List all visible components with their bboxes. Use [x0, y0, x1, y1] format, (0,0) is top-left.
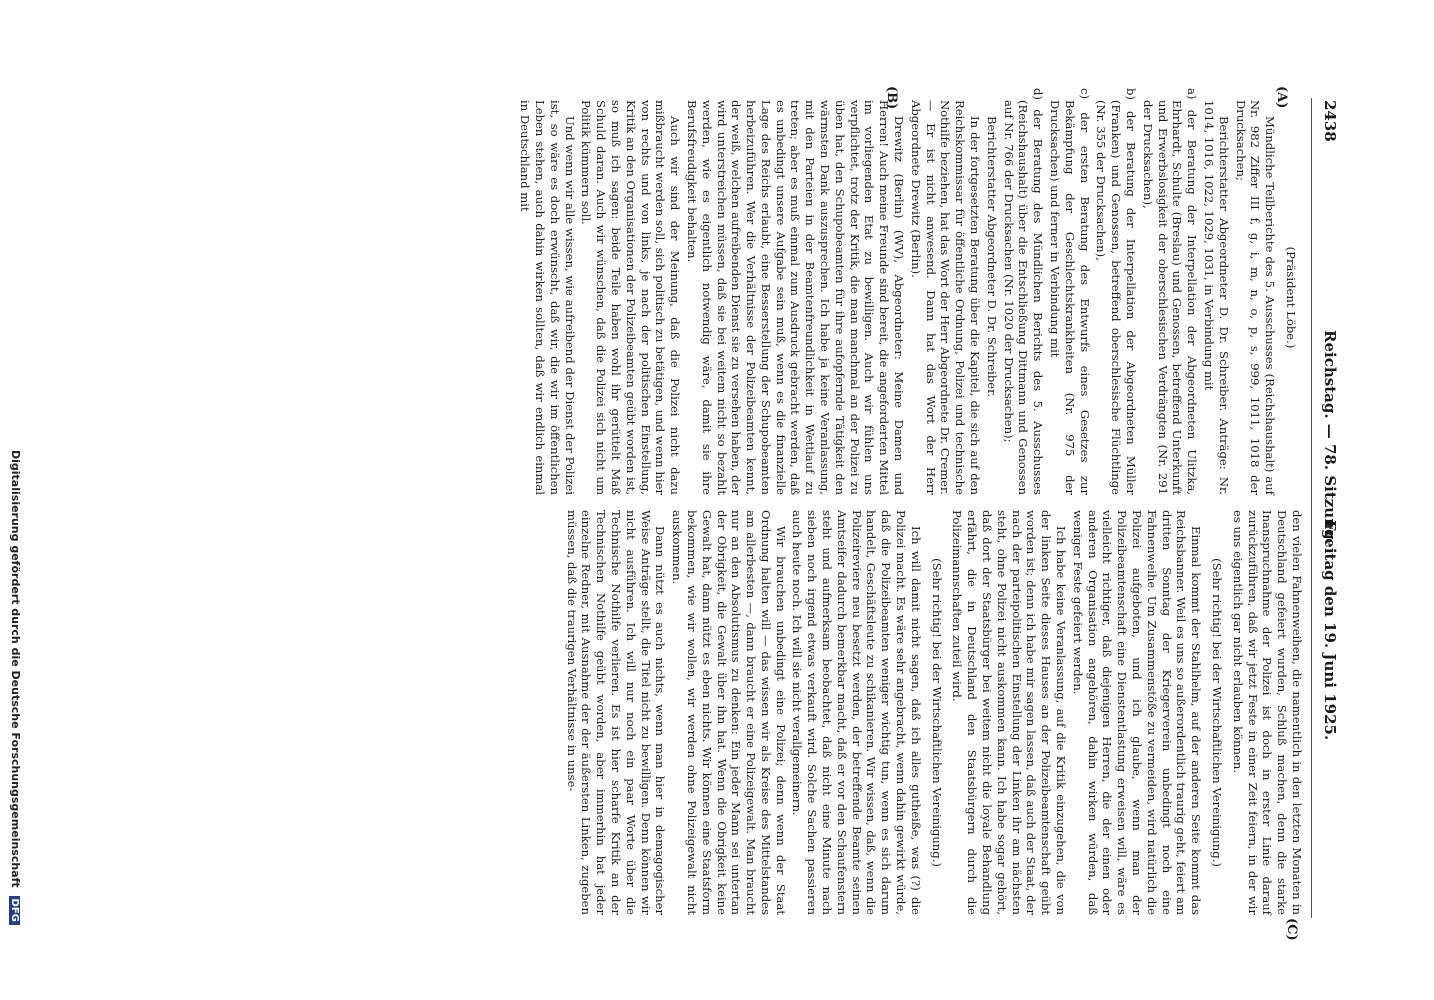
interjection: (Sehr richtig! bei der Wirtschaftlichen Vereinigung.)	[929, 558, 944, 867]
right-column	[562, 510, 1304, 915]
dfg-logo: DFG	[9, 896, 20, 925]
page-header	[1313, 100, 1339, 920]
margin-mark-a: (A)	[1274, 86, 1289, 109]
footer-text: Digitalisierung gefördert durch die Deutsche Forschungsgemeinschaft	[9, 450, 22, 888]
page-number: 2438	[1321, 100, 1339, 142]
speech-paragraph: Ich habe keine Veranlassung, auf die Kritik einzugehen, die von der linken Seite dieses Hauses an der Polizeibeamtenschaft geübt worden ist; denn ich habe mir sagen lassen, daß auch der Staat, der nach der parteipolitischen Einstellung der Linken ihr am nächsten steht, ohne Polizei nicht auskommen kann. Ich habe sogar gehört, daß dort der Staatsbürger bei weitem nicht die loyale Behandlung erfährt, die in Deutschland den Staatsbürgern durch die Polizeimannschaften zuteil wird.	[950, 510, 1069, 915]
agenda-item-d: d) der Beratung des Mündlichen Berichts des 5. Ausschusses (Reichshaushalt) über die Entschließung Dittmann und Genossen auf Nr. 766 der Drucksachen (Nr. 1020 der Drucksachen);	[1001, 88, 1046, 495]
paragraph: Berichterstatter Abgeordneter D. Dr. Schreiber. Anträge: Nr. 1014, 1016, 1022, 1029, 1031, in Verbindung mit	[1202, 100, 1231, 495]
left-column	[515, 88, 1304, 495]
speech-paragraph: den vielen Fahnenweihen, die namentlich in den letzten Monaten in Deutschland gefeiert wurden, Schluß machen, denn die starke Inanspruchnahme der Polizei ist doch in erster Linie darauf zurückzuführen, daß wir jetzt Feste in einer Zeit feiern, in der wir es uns eigentlich gar nicht erlauben können.	[1230, 510, 1304, 915]
digitization-footer	[9, 450, 22, 1000]
paragraph: Mündliche Teilberichte des 5. Ausschusses (Reichshaushalt) auf Nr. 982 Ziffer III f, g, i, m, n, o, p, s, 999, 1011, 1018 der Drucksachen;	[1233, 100, 1278, 495]
speech-paragraph: Ich will damit nicht sagen, daß ich alles gutheiße, was (?) die Polizei macht. Es wäre sehr angebracht, wenn dahin gewirkt würde, daß die Polizeibeamten weniger wichtig tun, wenn es sich darum handelt, Geschäftsleute zu schikanieren. Wir wissen, daß, wenn die Polizeireviere neu besetzt werden, der betreffende Beamte seinen Amtseifer dadurch bemerkbar macht, daß er vor den Schaufenstern steht und aufmerksam beobachtet, daß nicht eine Minute nach sieben noch irgend etwas verkauft wird. Solche Sachen passieren auch heute noch. Ich will sie nicht verallgemeinern.	[790, 510, 923, 915]
speech-paragraph: Drewitz (Berlin) (WV), Abgeordneter: Meine Damen und Herren! Auch meine Freunde sind bereit, die angeforderten Mittel im vorliegenden Etat zu bewilligen. Auch wir fühlen uns verpflichtet, trotz der Kritik, die man manchmal an der Polizei zu üben hat, den Schupobeamten für ihre aufopfernde Tätigkeit den wärmsten Dank auszusprechen. Ich habe ja keine Veranlassung, mit den Parteien in der Beamtenfreundlichkeit in Wettlauf zu treten; aber es muß einmal zum Ausdruck gebracht werden, daß es unbedingt unsere Aufgabe sein muß, wenn es die finanzielle Lage des Reichs erlaubt, eine Besserstellung der Schupobeamten herbeizuführen. Wer die Verhältnisse der Polizeibeamten kennt, der weiß, welchen aufreibenden Dienst sie zu versehen haben, der wird unterstreichen müssen, daß sie bei weitem nicht so bezahlt werden, wie es eigentlich notwendig wäre, damit sie ihre Berufsfreudigkeit behalten.	[684, 100, 907, 495]
margin-mark-c: (C)	[1284, 918, 1299, 941]
speech-paragraph: Wir brauchen unbedingt eine Polizei; denn wenn der Staat Ordnung halten will — das wissen wir als Kreise des Mittelstandes am allerbesten —, dann braucht er eine Polizeigewalt. Man braucht nur an den Absolutismus zu denken: Ein jeder Mann sei untertan der Obrigkeit, die Gewalt über ihn hat. Wenn die Obrigkeit keine Gewalt hat, dann nützt es eben nichts. Wir können eine Staatsform bekommen, wie wir wollen, wir werden ohne Polizeigewalt nicht auskommen.	[670, 510, 788, 915]
speaker-header: (Präsident Löbe.)	[1284, 246, 1298, 349]
speech-paragraph: Und wenn wir alle wissen, wie aufreibend der Dienst der Polizei ist, so wäre es doch erwünscht, daß wir, die wir im öffentlichen Leben stehen, auch dahin wirken sollten, daß wir endlich einmal in Deutschland mit	[518, 100, 577, 495]
speech-paragraph: Auch wir sind der Meinung, daß die Polizei nicht dazu mißbraucht werden soll, sich politisch zu betätigen, und wenn hier von rechts und von links, je nach der politischen Einstellung, Kritik an den Organisationen der Polizeibeamten geübt worden ist, so muß ich sagen: beide Teile haben wohl ihr gerüttelt Maß Schuld daran. Auch wir wünschen, daß die Polizei sich nicht um Politik kümmern soll.	[579, 100, 683, 495]
speech-paragraph: Dann nützt es auch nichts, wenn man hier in demagogischer Weise Anträge stellt, die Titel nicht zu bewilligen. Denn können wir nicht ausführen. Ich will nur noch ein paar Worte über die Technische Nothilfe verlieren. Es ist hier scharfe Kritik an der Technischen Nothilfe geübt worden, aber immerhin hat jeder einzelne Redner, mit Ausnahme der der äußersten Linken, zugeben müssen, daß die traurigen Verhältnisse in unse-	[564, 510, 668, 915]
agenda-item-c: c) der ersten Beratung des Entwurfs eines Gesetzes zur Bekämpfung der Geschlechtskrankheiten (Nr. 975 der Drucksachen) und ferner in Verbindung mit	[1048, 88, 1092, 495]
interjection: (Sehr richtig! bei der Wirtschaftlichen Vereinigung.)	[1210, 558, 1225, 867]
margin-mark-b: (B)	[884, 86, 899, 110]
speech-paragraph: Einmal kommt der Stahlhelm, auf der anderen Seite kommt das Reichsbanner. Weil es uns so außerordentlich traurig geht, feiert am dritten Sonntag der Kriegerverein unbedingt noch eine Fahnenweihe. Um Zusammenstöße zu vermeiden, wird natürlich die Polizei aufgeboten, und ich glaube, wenn man der Polizeibeamtenschaft eine Dienstentlastung erweisen will, wäre es vielleicht richtiger, daß diejenigen Herren, die der einen oder anderen Organisation angehören, dahin wirken würden, daß weniger Feste gefeiert werden.	[1070, 510, 1204, 915]
running-head-right: Freitag den 19. Juni 1925.	[1321, 520, 1339, 741]
agenda-item-a: a) der Beratung der Interpellation der Abgeordneten Ulitzka, Ehrhardt, Schulte (Breslau) und Genossen, betreffend Unterkunft und Erwerbslosigkeit der oberschlesischen Verdrängten (Nr. 291 der Drucksachen),	[1140, 88, 1200, 495]
agenda-item-b: b) der Beratung der Interpellation der Abgeordneten Müller (Franken) und Genossen, betreffend oberschlesische Flüchtlinge (Nr. 355 der Drucksachen),	[1094, 88, 1139, 495]
header-rule	[1311, 98, 1312, 918]
running-head-left: Reichstag. — 78. Sitzung.	[1321, 330, 1339, 545]
paragraph: Berichterstatter Abgeordneter D. Dr. Schreiber.	[984, 116, 999, 398]
paragraph: In der fortgesetzten Beratung über die Kapitel, die sich auf den Reichskommissar für öffentliche Ordnung, Polizei und technische Nothilfe beziehen, hat das Wort der Herr Abgeordnete Dr. Cremer. — Er ist nicht anwesend. Dann hat das Wort der Herr Abgeordnete Drewitz (Berlin).	[908, 100, 983, 495]
